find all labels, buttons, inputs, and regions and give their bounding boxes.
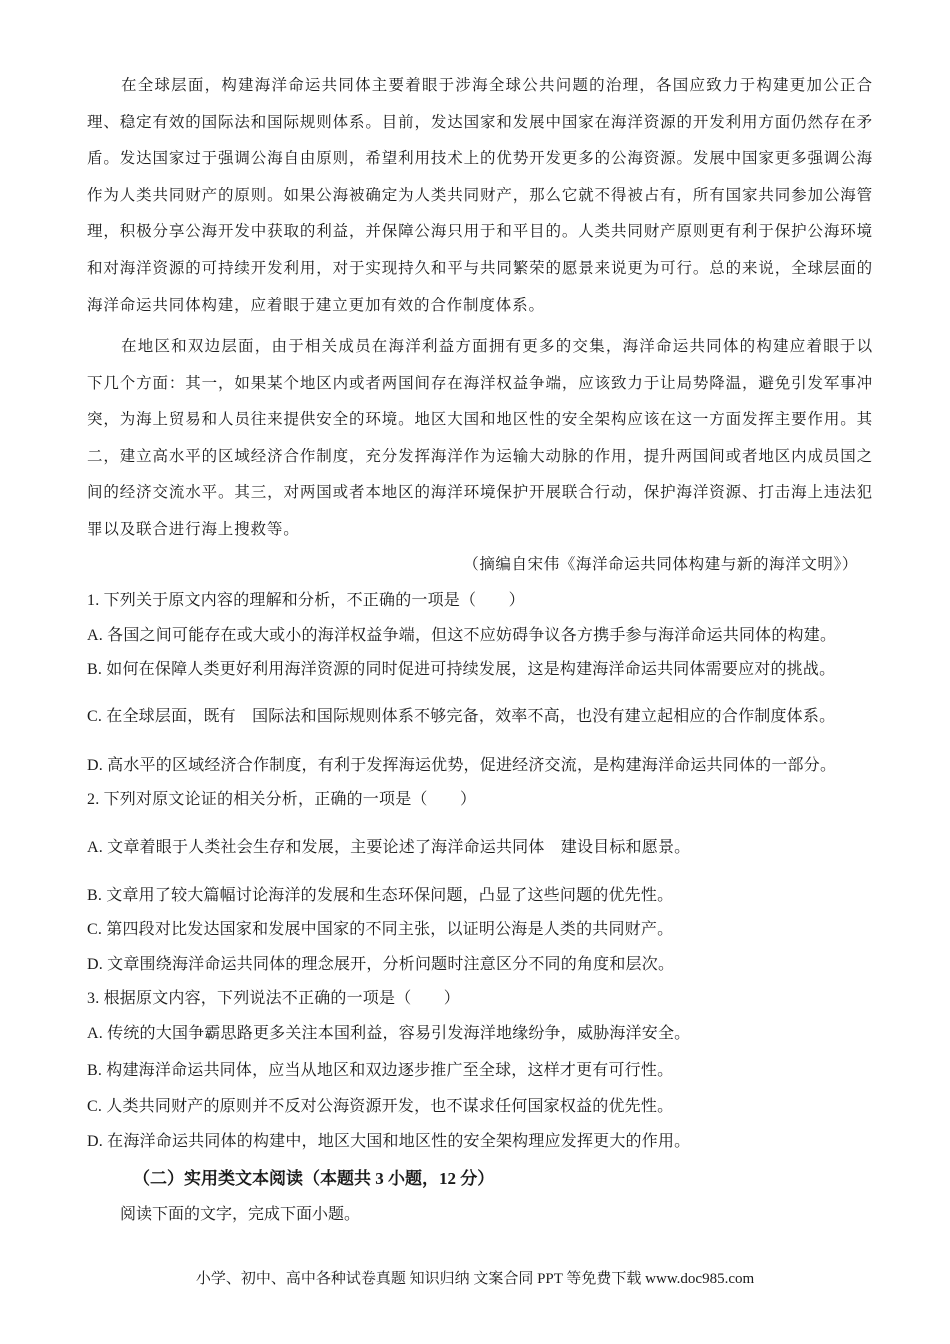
- question-1-option-b: B. 如何在保障人类更好利用海洋资源的同时促进可持续发展，这是构建海洋命运共同体需要应对的挑战。: [87, 661, 836, 678]
- question-2-option-b: B. 文章用了较大篇幅讨论海洋的发展和生态环保问题，凸显了这些问题的优先性。: [87, 887, 674, 904]
- paragraph-text: 在地区和双边层面，由于相关成员在海洋利益方面拥有更多的交集，海洋命运共同体的构建应着眼于以下几个方面：其一，如果某个地区内或者两国间存在海洋权益争端，应该致力于让局势降温，避免引发军事冲突，为海上贸易和人员往来提供安全的环境。地区大国和地区性的安全架构应该在这一方面发挥主要作用。其二，建立高水平的区域经济合作制度，充分发挥海洋作为运输大动脉的作用，提升两国间或者地区内成员国之间的经济交流水平。其三，对两国或者本地区的海洋环境保护开展联合行动，保护海洋资源、打击海上违法犯罪以及联合进行海上搜救等。: [87, 337, 873, 538]
- passage-paragraph-2: [87, 328, 873, 548]
- question-1-option-d: D. 高水平的区域经济合作制度，有利于发挥海运优势，促进经济交流，是构建海洋命运共同体的一部分。: [87, 757, 837, 774]
- section-heading: （二）实用类文本阅读（本题共 3 小题，12 分）: [133, 1169, 495, 1188]
- paragraph-text: 在全球层面，构建海洋命运共同体主要着眼于涉海全球公共问题的治理，各国应致力于构建更加公正合理、稳定有效的国际法和国际规则体系。目前，发达国家和发展中国家在海洋资源的开发利用方面仍然存在矛盾。发达国家过于强调公海自由原则，希望利用技术上的优势开发更多的公海资源。发展中国家更多强调公海作为人类共同财产的原则。如果公海被确定为人类共同财产，那么它就不得被占有，所有国家共同参加公海管理，积极分享公海开发中获取的利益，并保障公海只用于和平目的。人类共同财产原则更有利于保护公海环境和对海洋资源的可持续开发利用，对于实现持久和平与共同繁荣的愿景来说更为可行。总的来说，全球层面的海洋命运共同体构建，应着眼于建立更加有效的合作制度体系。: [87, 76, 873, 314]
- question-3-stem: 3. 根据原文内容，下列说法不正确的一项是（ ）: [87, 990, 461, 1007]
- question-2-option-d: D. 文章围绕海洋命运共同体的理念展开，分析问题时注意区分不同的角度和层次。: [87, 956, 675, 973]
- question-3-option-c: C. 人类共同财产的原则并不反对公海资源开发，也不谋求任何国家权益的优先性。: [87, 1098, 674, 1115]
- passage-paragraph-1: [87, 67, 873, 323]
- question-1-option-c: C. 在全球层面，既有 国际法和国际规则体系不够完备，效率不高，也没有建立起相应的合作制度体系。: [87, 708, 836, 725]
- question-2-stem: 2. 下列对原文论证的相关分析，正确的一项是（ ）: [87, 791, 477, 808]
- question-2-option-a: A. 文章着眼于人类社会生存和发展，主要论述了海洋命运共同体 建设目标和愿景。: [87, 839, 691, 856]
- source-citation: （摘编自宋伟《海洋命运共同体构建与新的海洋文明》）: [463, 555, 858, 573]
- question-1-option-a: A. 各国之间可能存在或大或小的海洋权益争端，但这不应妨碍争议各方携手参与海洋命运共同体的构建。: [87, 627, 837, 644]
- question-2-option-c: C. 第四段对比发达国家和发展中国家的不同主张，以证明公海是人类的共同财产。: [87, 921, 674, 938]
- section-instruction: 阅读下面的文字，完成下面小题。: [120, 1206, 361, 1223]
- page-footer: 小学、初中、高中各种试卷真题 知识归纳 文案合同 PPT 等免费下载 www.doc985.com: [195, 1271, 755, 1287]
- question-1-stem: 1. 下列关于原文内容的理解和分析，不正确的一项是（ ）: [87, 592, 525, 609]
- question-3-option-b: B. 构建海洋命运共同体，应当从地区和双边逐步推广至全球，这样才更有可行性。: [87, 1062, 674, 1079]
- question-3-option-a: A. 传统的大国争霸思路更多关注本国利益，容易引发海洋地缘纷争，威胁海洋安全。: [87, 1025, 691, 1042]
- question-3-option-d: D. 在海洋命运共同体的构建中，地区大国和地区性的安全架构理应发挥更大的作用。: [87, 1133, 691, 1150]
